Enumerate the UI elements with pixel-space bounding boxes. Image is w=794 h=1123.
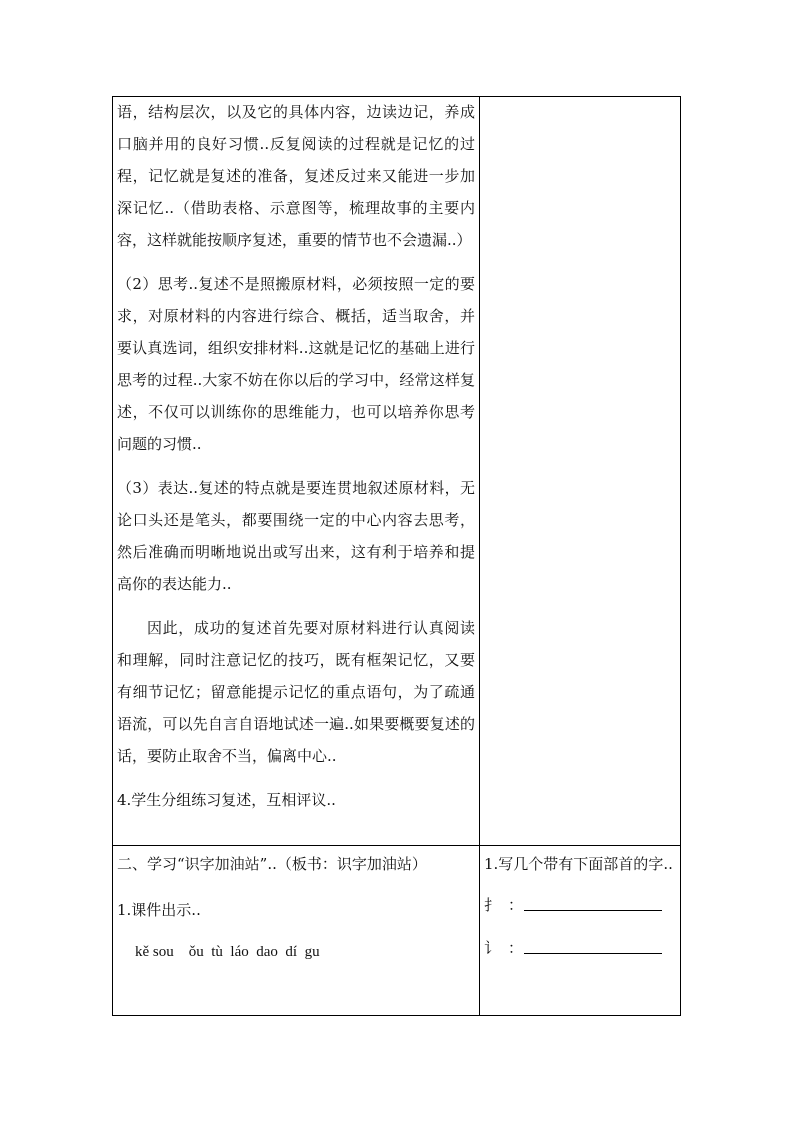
left-top-cell [117,96,475,845]
radical-row-hand [484,894,676,915]
paragraph-memory: 语，结构层次，以及它的具体内容，边读边记，养成口脑并用的良好习惯..反复阅读的过程就是记忆的过程，记忆就是复述的准备，复述反过来又能进一步加深记忆..（借助表格、示意图等，梳理故事的主要内容，这样就能按顺序复述，重要的情节也不会遗漏..） [117,103,475,249]
table-border-left [112,96,113,1016]
table-border-bottom [112,1015,681,1016]
paragraph-conclusion: 因此，成功的复述首先要对原材料进行认真阅读和理解，同时注意记忆的技巧，既有框架记忆，又要有细节记忆；留意能提示记忆的重点语句，为了疏通语流，可以先自言自语地试述一遍..如果要概要复述的话，要防止取舍不当，偏离中心.. [117,619,475,765]
step-courseware: 1.课件出示.. [117,901,201,919]
radical-hand: 扌 [484,896,500,914]
answer-blank-hand[interactable] [524,909,662,911]
paragraph-thinking: （2）思考..复述不是照搬原材料，必须按照一定的要求，对原材料的内容进行综合、概括，适当取舍，并要认真选词，组织安排材料..这就是记忆的基础上进行思考的过程..大家不妨在你以后的学习中，经常这样复述，不仅可以训练你的思维能力，也可以培养你思考问题的习惯.. [117,275,475,453]
answer-blank-speech[interactable] [524,952,662,954]
section-heading: 二、学习“识字加油站”..（板书：识字加油站） [117,855,427,873]
radical-colon: ： [508,939,524,957]
radical-colon: ： [508,896,524,914]
table-border-right [680,96,681,1016]
radical-speech: 讠 [484,939,500,957]
pinyin-line: kě sou ǒu tù láo dao dí gu [135,944,320,960]
paragraph-expression: （3）表达..复述的特点就是要连贯地叙述原材料，无论口头还是笔头，都要围绕一定的中心内容去思考，然后准确而明晰地说出或写出来，这有利于培养和提高你的表达能力.. [117,479,475,593]
table-row-divider [112,845,681,846]
right-top-cell [480,96,680,845]
lesson-table [112,96,681,1016]
radical-row-speech [484,937,676,958]
paragraph-group-practice: 4.学生分组练习复述，互相评议.. [117,791,336,809]
left-bottom-cell [117,848,475,1014]
right-bottom-cell [484,848,676,1014]
radical-task: 1.写几个带有下面部首的字.. [484,855,673,873]
